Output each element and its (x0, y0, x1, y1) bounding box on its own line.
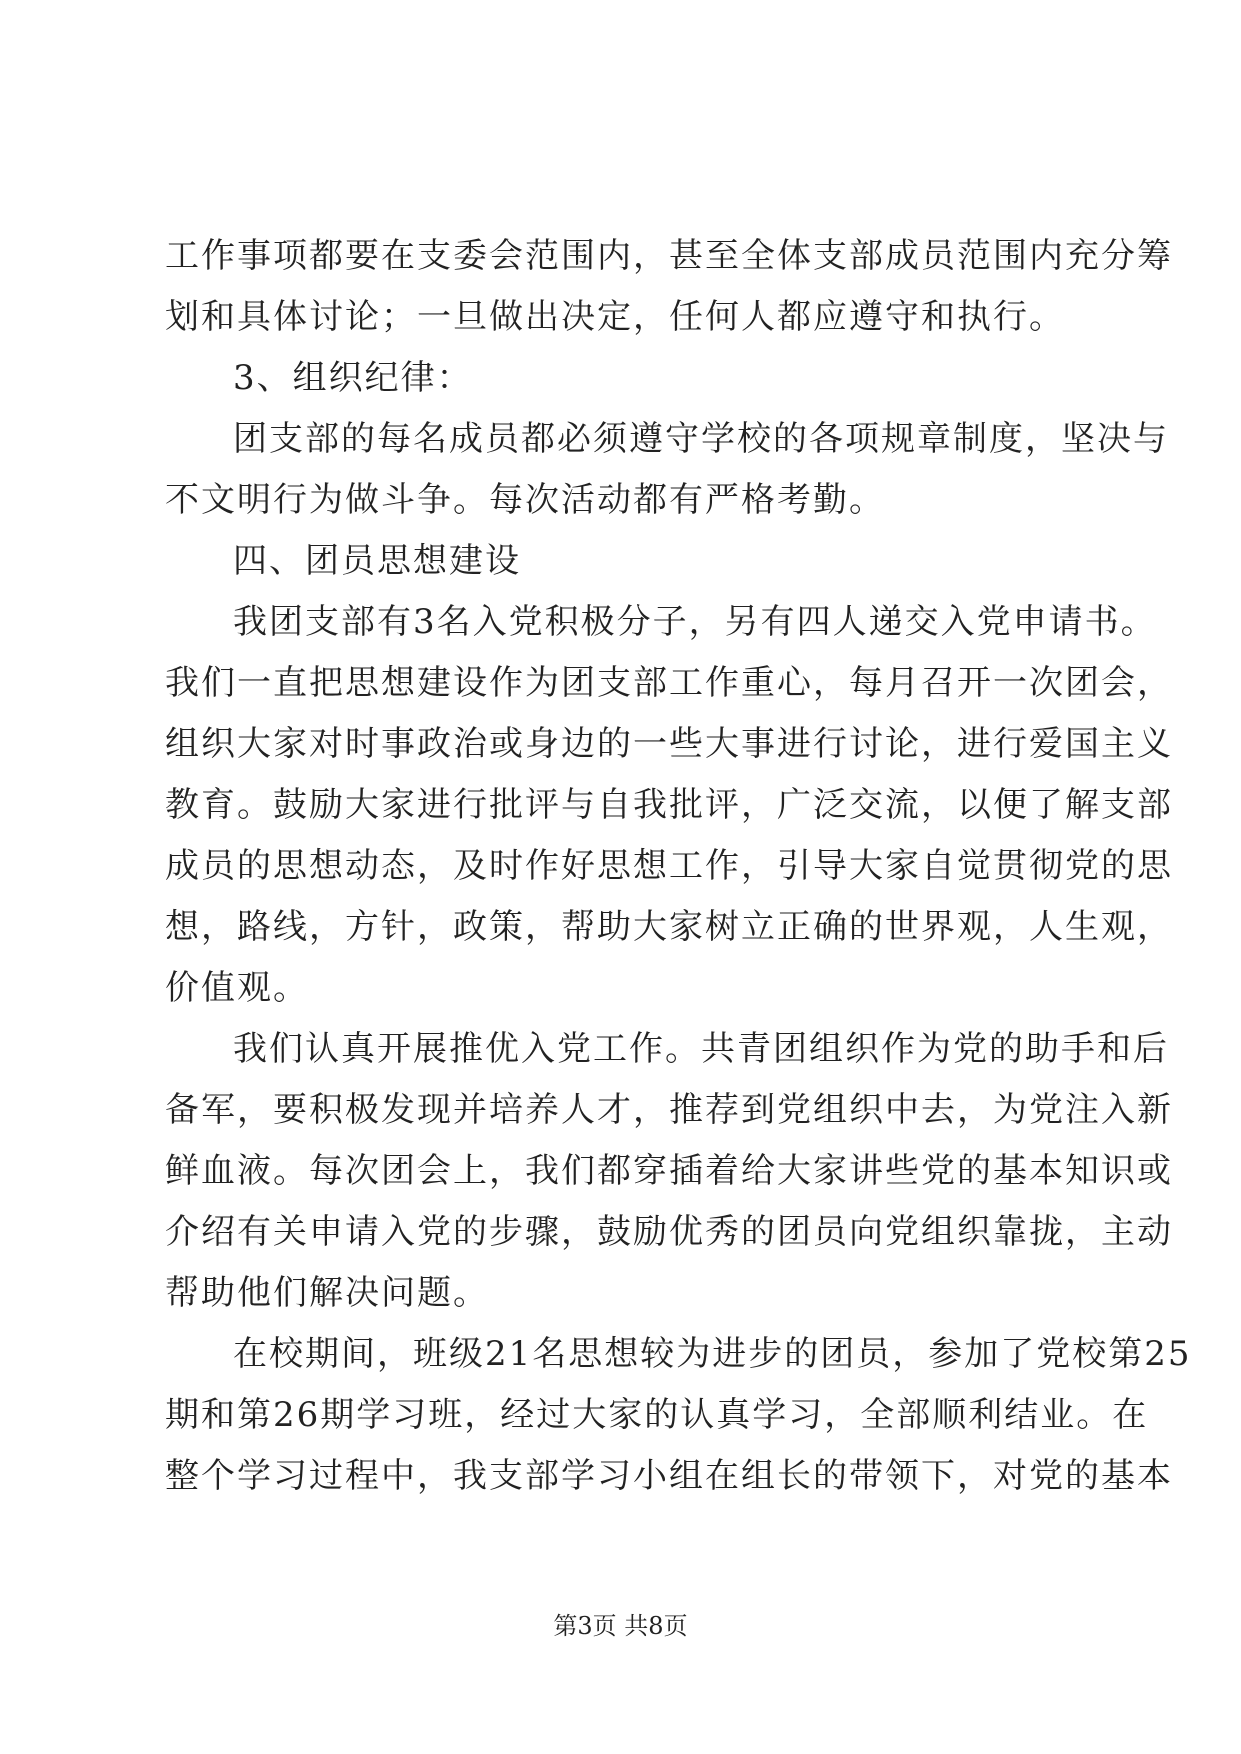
text-line: 团支部的每名成员都必须遵守学校的各项规章制度，坚决与 (233, 419, 1169, 459)
page-footer: 第3页 共8页 (553, 1612, 688, 1640)
text-line: 在校期间，班级21名思想较为进步的团员，参加了党校第25 (233, 1334, 1192, 1374)
text-line: 划和具体讨论；一旦做出决定，任何人都应遵守和执行。 (165, 297, 1065, 337)
text-line: 介绍有关申请入党的步骤，鼓励优秀的团员向党组织靠拢，主动 (165, 1212, 1173, 1252)
text-line: 期和第26期学习班，经过大家的认真学习，全部顺利结业。在 (165, 1395, 1149, 1435)
text-line: 帮助他们解决问题。 (165, 1273, 489, 1313)
text-line: 整个学习过程中，我支部学习小组在组长的带领下，对党的基本 (165, 1456, 1173, 1496)
text-line: 价值观。 (165, 968, 309, 1008)
text-line: 备军，要积极发现并培养人才，推荐到党组织中去，为党注入新 (165, 1090, 1173, 1130)
document-body (165, 226, 1192, 1507)
text-line: 不文明行为做斗争。每次活动都有严格考勤。 (165, 480, 885, 520)
text-line: 我们一直把思想建设作为团支部工作重心，每月召开一次团会， (165, 663, 1173, 703)
section-heading: 四、团员思想建设 (233, 541, 521, 581)
text-line: 我团支部有3名入党积极分子，另有四人递交入党申请书。 (233, 602, 1157, 642)
text-line: 我们认真开展推优入党工作。共青团组织作为党的助手和后 (233, 1029, 1169, 1069)
text-line: 工作事项都要在支委会范围内，甚至全体支部成员范围内充分筹 (165, 236, 1173, 276)
text-line: 鲜血液。每次团会上，我们都穿插着给大家讲些党的基本知识或 (165, 1151, 1173, 1191)
text-line: 教育。鼓励大家进行批评与自我批评，广泛交流，以便了解支部 (165, 785, 1173, 825)
section-heading: 3、组织纪律： (233, 358, 473, 398)
text-line: 组织大家对时事政治或身边的一些大事进行讨论，进行爱国主义 (165, 724, 1173, 764)
text-line: 成员的思想动态，及时作好思想工作，引导大家自觉贯彻党的思 (165, 846, 1173, 886)
text-line: 想，路线，方针，政策，帮助大家树立正确的世界观，人生观， (165, 907, 1173, 947)
